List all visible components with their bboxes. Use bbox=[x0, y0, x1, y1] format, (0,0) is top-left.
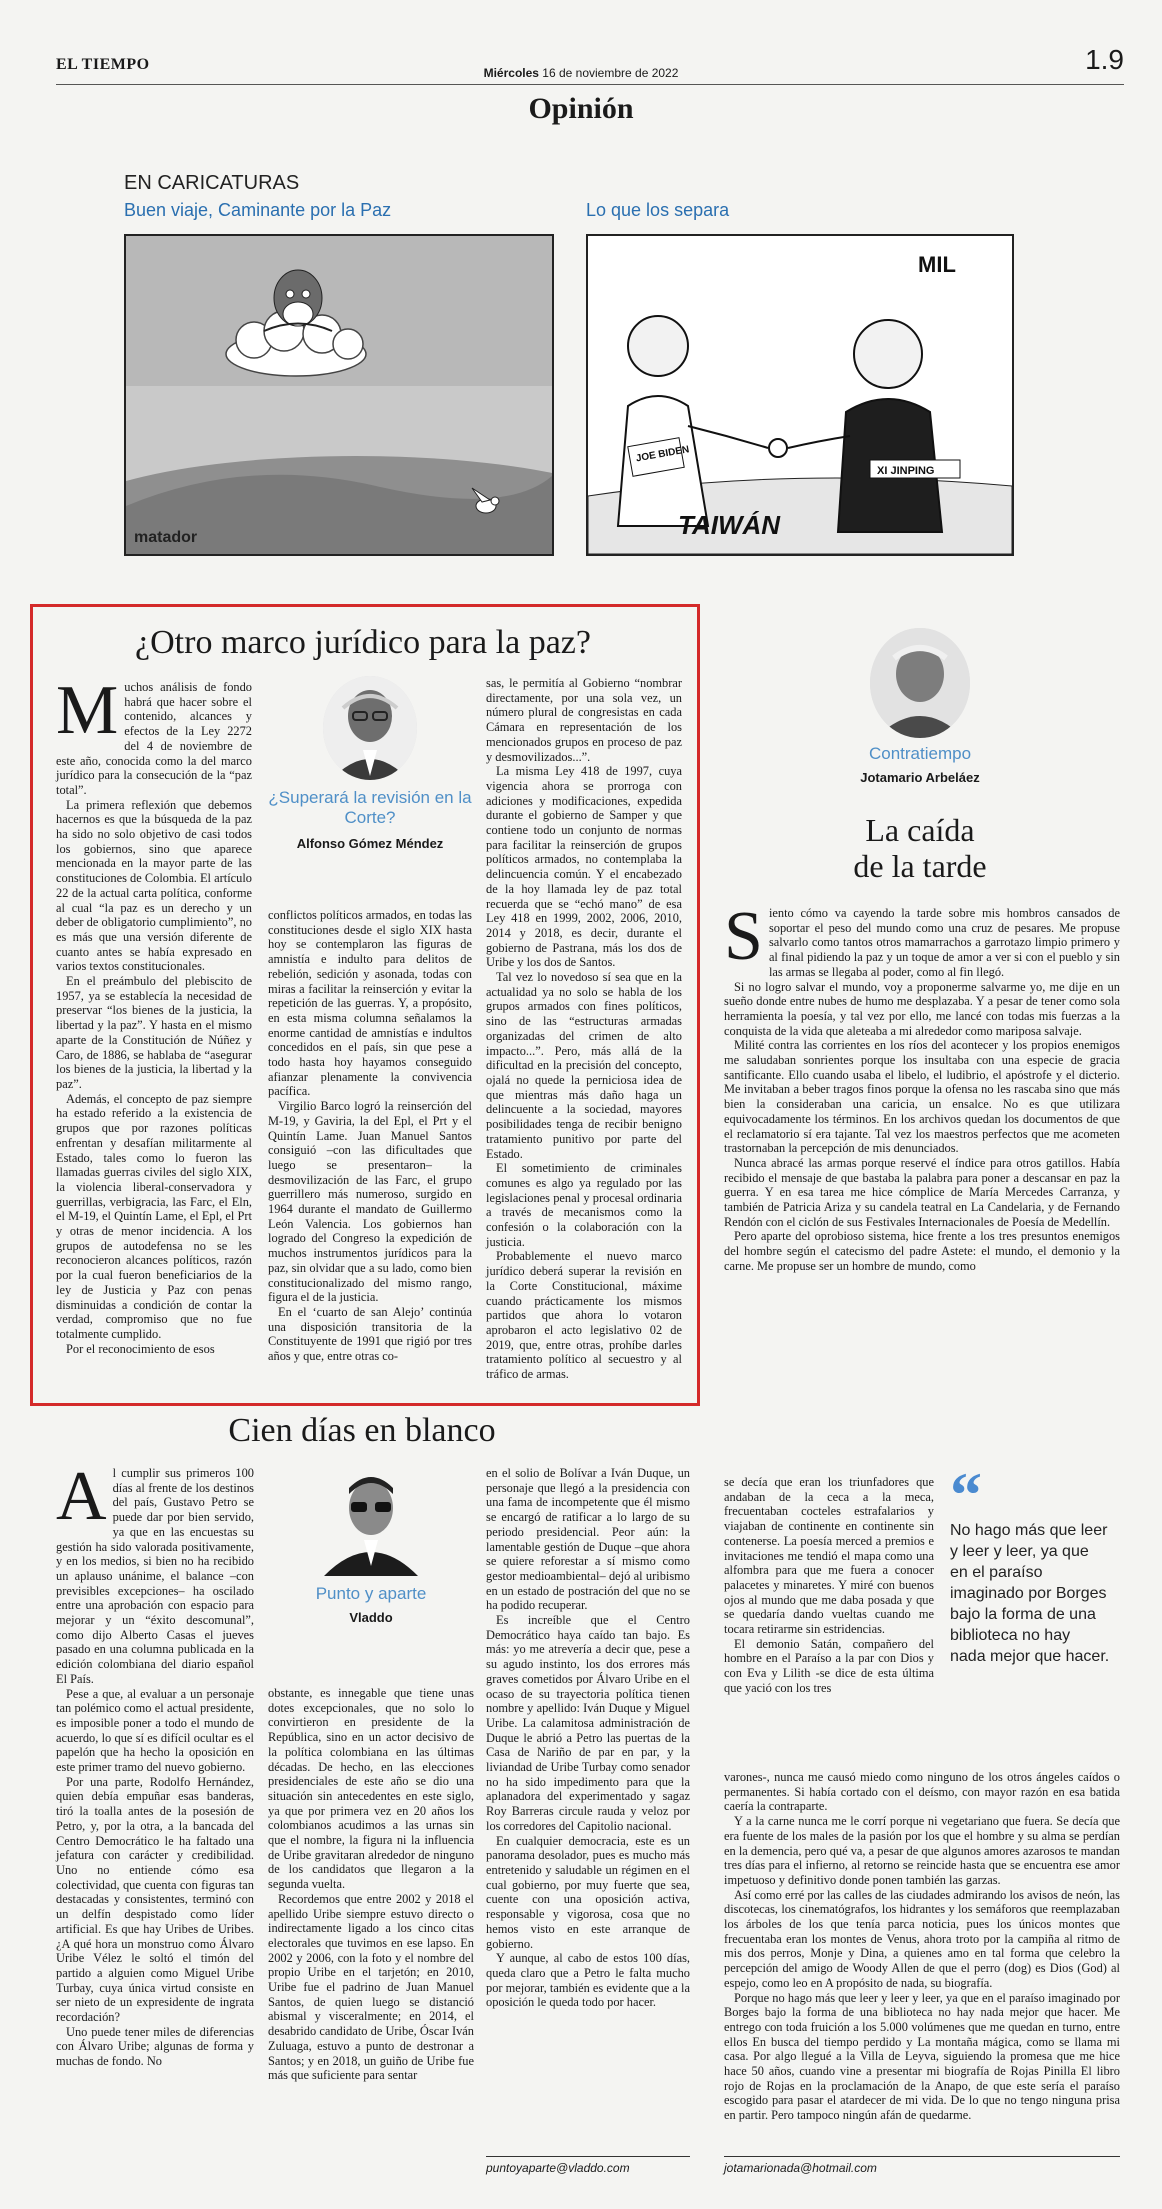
article2-author-block bbox=[268, 1466, 474, 1625]
article3-title-line1: La caída bbox=[865, 812, 975, 848]
pull-quote-text: No hago más que leer y leer y leer, ya que en el paraíso imaginado por Borges bajo la forma de una biblioteca no hay nada mejor que hacer. bbox=[950, 1522, 1110, 1665]
masthead-logo: EL TIEMPO bbox=[56, 56, 150, 73]
article1-paragraph: Probablemente el nuevo marco jurídico deberá superar la revisión en la Corte Constitucional, máxime cuando prácticamente los mismos partidos que ahora lo votaron aprobaron el acto legislativo 02 de 2019, que, entre otras, prohíbe darles tratamiento político al secuestro y al tráfico de armas. bbox=[486, 1249, 682, 1382]
article2-paragraph: Pese a que, al evaluar a un personaje tan polémico como el actual presidente, es imposible poner a todo el mundo de acuerdo, lo que sí es difícil ocultar es el papelón que ha hecho la oposición en este primer tramo del nuevo gobierno. bbox=[56, 1686, 254, 1775]
article3-paragraph: Porque no hago más que leer y leer y leer, ya que en el paraíso imaginado por Borges bajo la forma de una biblioteca no hay nada mejor que hacer. Me entrego con toda fruición a los 5.000 volúmenes que me quedan en turno, entre ellos En busca del tiempo perdido y La montaña mágica, como se llama mi casa. Por algo llegué a la Villa de Leyva, siguiendo la promesa que me hice hace 50 años, cuando vine a presentar mi biografía de Rojas Pinilla El libro rojo de Rojas en la proclamación de la Anapo, de que este sería el paraíso escogido para pasar el atardecer de mi vida. De lo que no tengo ninguna prisa en partir. Pero tampoco ningún afán de quedarme. bbox=[724, 1990, 1120, 2123]
article1-paragraph: La primera reflexión que debemos hacernos es que la búsqueda de la paz ha sido no solo objetivo de casi todos los gobiernos, sino que aparece mencionada en la mayor parte de las constituciones de Colombia. El artículo 22 de la actual carta política, conforme al cual “la paz es un derecho y un deber de obligatorio cumplimiento”, no es más que una versión diferente de cuanto antes se había expresado en varios textos constitucionales. bbox=[56, 797, 252, 974]
article2-paragraph: l cumplir sus primeros 100 días al frente de los destinos del país, Gustavo Petro se puede dar por bien servido, ya que en las encuestas su gestión ha sido valorada positivamente, y en los medios, si bien no ha recibido un aplauso unánime, el balance –con previsibles excepciones– ha oscilado entre una aprobación con espacio para mejorar y un “éxito descomunal”, como dijo Alberto Casas el jueves pasado en una columna publicada en la edición colombiana del diario español El País. bbox=[56, 1466, 254, 1686]
article1-paragraph: Tal vez lo novedoso sí sea que en la actualidad ya no solo se habla de los grupos armados con fines políticos, sino de las “estructuras armadas organizadas del crimen de alto impacto...”. Pero, más allá de la dificultad en la precisión del concepto, ojalá no quede la perniciosa idea de que mientras más daño haga un delincuente a la sociedad, mayores posibilidades tenga de recibir benigno tratamiento punitivo por parte del Estado. bbox=[486, 970, 682, 1161]
cartoon-label-left: JOE BIDEN bbox=[635, 444, 691, 465]
article3-paragraph: El demonio Satán, compañero del hombre en el Paraíso a la par con Dios y con Eva y Lilith -se dice de esta última que yació con los tres bbox=[724, 1636, 934, 1695]
article2-dropcap: A bbox=[56, 1458, 107, 1535]
article2-column-name: Punto y aparte bbox=[315, 1584, 427, 1603]
article1-paragraph: Virgilio Barco logró la reinserción del M-19, y Gaviria, la del Epl, el Prt y el Quintín Lame. Juan Manuel Santos consiguió –con las dificultades que luego se presentaron– la desmovilización de las Farc, el grupo guerrillero más numeroso, surgido en 1964 durante el mandato de Guillermo León Valencia. Los gobiernos han logrado del Congreso la expedición de muchos instrumentos jurídicos para la paz, sin olvidar que a su lado, como bien constitucionalizado del mismo rango, figura el de la justicia. bbox=[268, 1099, 472, 1305]
article2-title: Cien días en blanco bbox=[228, 1412, 496, 1449]
cartoon-right bbox=[586, 234, 1014, 556]
cartoons-heading bbox=[124, 172, 299, 195]
article3-body-top bbox=[724, 898, 1120, 1274]
article2-col2 bbox=[268, 1686, 474, 2083]
article2-paragraph: Por una parte, Rodolfo Hernández, quien debía empuñar esas banderas, tiró la toalla antes de la posesión de Petro, y, por la otra, a la bancada del Centro Democrático le ha faltado una jefatura con carácter y credibilidad. Uno no entiende cómo esa colectividad, que cuenta con figuras tan destacadas y consistentes, terminó con un delfín despistado como líder artificial. Es que hay Uribes de Uribes. ¿A qué hora un monstruo como Álvaro Uribe Vélez le soltó el timón del partido a alguien como Miguel Uribe Turbay, cuya única virtud consiste en ser nieto de un expresidente de ingrata recordación? bbox=[56, 1774, 254, 2025]
article3-body-narrow bbox=[724, 1475, 934, 1696]
pull-quote bbox=[950, 1459, 1110, 1667]
cartoon-ground-label: TAIWÁN bbox=[678, 510, 781, 540]
article3-paragraph: varones-, nunca me causó miedo como ninguno de los otros ángeles caídos o permanentes. Si había cortado con el deísmo, con mayor razón en esa batida caería la contraparte. bbox=[724, 1770, 1120, 1814]
article3-paragraph: Así como erré por las calles de las ciudades admirando los avisos de neón, las discotecas, los cinematógrafos, los hidrantes y los semáforos que reemplazaban los árboles de los que tenía parca noticia, pues los únicos montes que frecuentaba eran los montes de Venus, ahora troto por la campiña al ritmo de mis dos perros, Monje y Dina, a quienes amo en tal forma que celebro la percepción del amigo de Woody Allen de que el perro (dog) es Dios (God) al espejo, como leo en A propósito de nada, su biografía. bbox=[724, 1887, 1120, 1990]
article1-paragraph: En el ‘cuarto de san Alejo’ continúa una disposición transitoria de la Constituyente de 1991 que rigió por tres años y que, entre otras co- bbox=[268, 1304, 472, 1364]
article1-paragraph: uchos análisis de fondo habrá que hacer sobre el contenido, alcances y efectos de la Ley 2272 del 4 de noviembre de este año, conocida como la del marco jurídico para la consecución de la “paz total”. bbox=[56, 680, 252, 797]
article3-email: jotamarionada@hotmail.com bbox=[724, 2156, 1120, 2175]
article3-paragraph: Pero aparte del oprobioso sistema, hice frente a los tres presuntos enemigos del hombre según el catecismo del padre Astete: el mundo, el demonio y la carne. Me propuse ser un hombre de mundo, como bbox=[724, 1229, 1120, 1273]
article3-paragraph: Si no logro salvar el mundo, voy a proponerme salvarme yo, me dije en un sueño donde entre nubes de humo me desplazaba. Y a pesar de tener como sola herramienta la poesía, y tal vez por ello, me lancé con todas mis fuerzas a la conquista de la vida que aleteaba a mi alrededor como mariposa salvaje. bbox=[724, 979, 1120, 1038]
article1-paragraph: conflictos políticos armados, en todas las constituciones desde el siglo XIX hasta hoy se contemplaron las figuras de amnistía e indulto para delitos de rebelión, sedición y asonada, todas con miras a facilitar la reinserción y evitar la repetición de las guerras. Y, a propósito, en esta misma columna señalamos la enorme cantidad de amnistías e indultos concedidos en el país, sin que pese a todo hasta hoy hayamos conseguido afianzar plenamente la convivencia pacífica. bbox=[268, 908, 472, 1099]
cartoon-right-title: Lo que los separa bbox=[586, 200, 730, 220]
cartoon-left-title: Buen viaje, Caminante por la Paz bbox=[124, 200, 392, 220]
article2-author: Vladdo bbox=[349, 1610, 393, 1625]
article2-paragraph: Y aunque, al cabo de estos 100 días, queda claro que a Petro le falta mucho por mejorar, también es evidente que a la oposición le queda todo por hacer. bbox=[486, 1951, 690, 2010]
article3-paragraph: iento cómo va cayendo la tarde sobre mis hombros cansados de soportar el peso del mundo como una cruz de pesares. Me propuse salvarlo como tantos otros mamarrachos a garrotazo limpio primero y al final pidiendo la paz y un toque de amor a ver si con el pueblo y sin las armas se llegaba al poder, como al fin llegó. bbox=[768, 906, 1120, 979]
article1-col3 bbox=[486, 676, 682, 1382]
article2-paragraph: En cualquier democracia, este es un panorama desolador, pues es mucho más entretenido y saludable un régimen en el cual gobierno, por muy fuerte que sea, cuente con una oposición activa, responsable y vigorosa, cosa que no hemos visto en este arranque de gobierno. bbox=[486, 1833, 690, 1951]
article3-paragraph: Nunca abracé las armas porque reservé el índice para otros gatillos. Había recibido el mensaje de que bastaba la palabra para poner a descansar en paz la guerra. Y en esa tarea me hice cómplice de María Mercedes Carranza, y también de Patricia Ariza y su candela teatral en La Candelaria, y de Fernando Rendón con el ciclón de sus Festivales Internacionales de Poesía de Medellín. bbox=[724, 1155, 1120, 1229]
article3-body-bottom bbox=[724, 1770, 1120, 2123]
cartoons-title: EN CARICATURAS bbox=[124, 172, 300, 194]
article1-col2 bbox=[268, 908, 472, 1364]
page-number: 1.9 bbox=[1085, 44, 1124, 75]
article3-title bbox=[720, 812, 1120, 884]
article1-paragraph: El sometimiento de criminales comunes es algo ya regulado por las legislaciones penal y procesal ordinaria a través de mecanismos como la confesión o la colaboración con la justicia. bbox=[486, 1161, 682, 1249]
article3-title-line2: de la tarde bbox=[853, 848, 987, 884]
article3-paragraph: se decía que eran los triunfadores que andaban de la ceca a la meca, frecuentaban cocteles estrafalarios y viajaban de continente en continente sin contenerse. La poesía merced a premios e invitaciones me tendió el mapa como una alfombra para que me fuera a conocer palacetes y minaretes. Y miré con buenos ojos al mundo que me daba posada y que se quedaría dando vueltas cuando me tocara retirarme sin estridencias. bbox=[724, 1475, 934, 1637]
article1-paragraph: La misma Ley 418 de 1997, cuya vigencia ahora se prorroga con adiciones y modificaciones, expedida durante el gobierno de Samper y que contiene todo un conjunto de normas para facilitar la reinserción de grupos políticos armados, no contemplaba la delincuencia común. Y el encabezado de la hoy llamada ley de paz total recuerda que se “echó mano” de esa Ley 418 en 1999, 2002, 2006, 2010, 2014 y 2018, es decir, durante el gobierno de Pastrana, más los dos de Uribe y los dos de Santos. bbox=[486, 764, 682, 970]
cartoon-left bbox=[124, 234, 554, 556]
cartoon-left-signature: matador bbox=[134, 529, 198, 546]
article1-col1 bbox=[56, 672, 252, 1356]
article3-dropcap: S bbox=[724, 898, 763, 975]
article2-paragraph: en el solio de Bolívar a Iván Duque, un personaje que llegó a la presidencia con una fama de incompetente que él mismo se encargó de ratificar a lo largo de su periodo presidencial. Peor aún: la lamentable gestión de Duque –que ahora se quiere reforestar a sí mismo como gestor medioambiental– dejó al uribismo en un estado de postración del que no se ha podido recuperar. bbox=[486, 1466, 690, 1613]
cartoon-right-drawing bbox=[588, 236, 1012, 554]
article1-paragraph: En el preámbulo del plebiscito de 1957, ya se establecía la necesidad de preservar “los bienes de la justicia, la libertad y la paz”. Y hasta en el mismo aparte de la Constitución de Núñez y Caro, de 1886, se hablaba de “asegurar los bienes de la justicia, la libertad y la paz”. bbox=[56, 974, 252, 1091]
article1-paragraph: Por el reconocimiento de esos bbox=[66, 1341, 215, 1356]
issue-date bbox=[0, 66, 1162, 80]
article1-author: Alfonso Gómez Méndez bbox=[296, 836, 444, 851]
date-text: 16 de noviembre de 2022 bbox=[542, 66, 679, 80]
article3-paragraph: Y a la carne nunca me le corrí porque ni vegetariano que fuera. Se decía que era fuente de los males de la pasión por los que el hombre y su alma se perdían en la demencia, pero qué va, a pesar de que algunos amores azarosos te mandan tres días para el infierno, al retorno se reincide hasta que se encuentra ese amor impetuoso y definitivo donde ponen también las garzas. bbox=[724, 1814, 1120, 1887]
cartoon-left-drawing bbox=[126, 236, 552, 554]
article2-email: puntoyaparte@vladdo.com bbox=[486, 2156, 690, 2175]
author-photo-alfonso bbox=[323, 676, 417, 780]
section-title: Opinión bbox=[528, 92, 634, 125]
article1-author-block bbox=[268, 676, 472, 851]
article1-paragraph: Además, el concepto de paz siempre ha estado referido a la existencia de grupos que por razones políticas enfrentan y desafían militarmente al Estado, tales como lo fueron las llamadas guerras civiles del siglo XIX, la violencia liberal-conservadora y guerrillas, verbigracia, las Farc, el Eln, el M-19, el Quintín Lame, el Epl, el Prt y otras de menor incidencia. A los grupos de autodefensa no se les reconocieron alcances políticos, razón por la cual fueron beneficiarios de la ley de Justicia y Paz con penas disminuidas a condición de contar la verdad, compromiso que no fue totalmente cumplido. bbox=[56, 1091, 252, 1341]
quote-mark-icon: “ bbox=[950, 1459, 982, 1530]
article2-col1 bbox=[56, 1458, 254, 2069]
article2-col3 bbox=[486, 1466, 690, 2010]
article1-paragraph: sas, le permitía al Gobierno “nombrar directamente, por una sola vez, un número plural de congresistas en cada Cámara en representación de los mencionados grupos en proceso de paz y desmovilizados...”. bbox=[486, 676, 682, 764]
author-photo-jotamario bbox=[870, 628, 970, 738]
article3-author-block bbox=[720, 628, 1120, 785]
article2-paragraph: obstante, es innegable que tiene unas dotes excepcionales, que no solo lo convirtieron en presidente de la República, sino en un actor decisivo de la política colombiana en las últimas décadas. De hecho, en las elecciones presidenciales de este año se dio una situación sin antecedentes en este siglo, ya que por primera vez en 20 años los colombianos acudimos a las urnas sin que el nombre, la figura ni la influencia de Uribe gravitaran alrededor de ninguno de los candidatos que llegaron a la segunda vuelta. bbox=[268, 1686, 474, 1892]
header-rule bbox=[56, 84, 1124, 85]
article3-column-name: Contratiempo bbox=[868, 744, 972, 763]
article1-column-name: ¿Superará la revisión en la Corte? bbox=[268, 788, 472, 827]
article2-paragraph: Es increíble que el Centro Democrático haya caído tan bajo. Es más: yo me atrevería a decir que, pese a su agudo instinto, los dos errores más graves cometidos por Álvaro Uribe en el ocaso de su trayectoria política tienen nombre y apellido: Iván Duque y Miguel Uribe. La calamitosa administración de Duque le abrió a Petro las puertas de la Casa de Nariño de par en par, y la liviandad de Uribe Turbay como senador no ha sido impedimento para que la aplanadora del experimentado y sagaz Roy Barreras circule rauda y veloz por los corredores del Capitolio nacional. bbox=[486, 1613, 690, 1833]
cartoon-right-signature: MIL bbox=[918, 252, 956, 277]
article3-paragraph: Milité contra las corrientes en los ríos del acontecer y los propios enemigos me saludaban sonrientes porque los insultaba con una especie de gracia santificante. Ello cuando usaba el libelo, el ludibrio, el apóstrofe y el dicterio. Me invitaban a beber tragos finos porque la ofensa no les rascaba sino que más bien la consideraban una caricia, un ensalce. No es que utilizara equivocadamente los términos. En los archivos quedan los documentos de que el reclamatorio sí era tajante. Tal vez los maestros perfectos que me acometen trastornaban la percepción de mis denunciados. bbox=[724, 1038, 1120, 1156]
article3-author: Jotamario Arbeláez bbox=[860, 770, 980, 785]
article1-title: ¿Otro marco jurídico para la paz? bbox=[135, 624, 591, 661]
article1-dropcap: M bbox=[56, 672, 119, 749]
article2-paragraph: Uno puede tener miles de diferencias con Álvaro Uribe; algunas de forma y muchas de fondo. No bbox=[56, 2024, 254, 2069]
cartoon-label-right: XI JINPING bbox=[877, 465, 935, 477]
article2-paragraph: Recordemos que entre 2002 y 2018 el apellido Uribe siempre estuvo directo o indirectamente ligado a los cinco citas electorales que tuvimos en ese lapso. En 2002 y 2006, con la foto y el nombre del propio Uribe en el tarjetón; en 2010, Uribe fue el padrino de Juan Manuel Santos, de quien luego se distanció abismal y visceralmente; en 2014, el desabrido candidato de Uribe, Óscar Iván Zuluaga, estuvo a punto de destronar a Santos; y en 2018, un guiño de Uribe fue más que suficiente para sentar bbox=[268, 1891, 474, 2083]
author-photo-vladdo bbox=[318, 1466, 424, 1576]
date-day: Miércoles bbox=[483, 66, 539, 80]
